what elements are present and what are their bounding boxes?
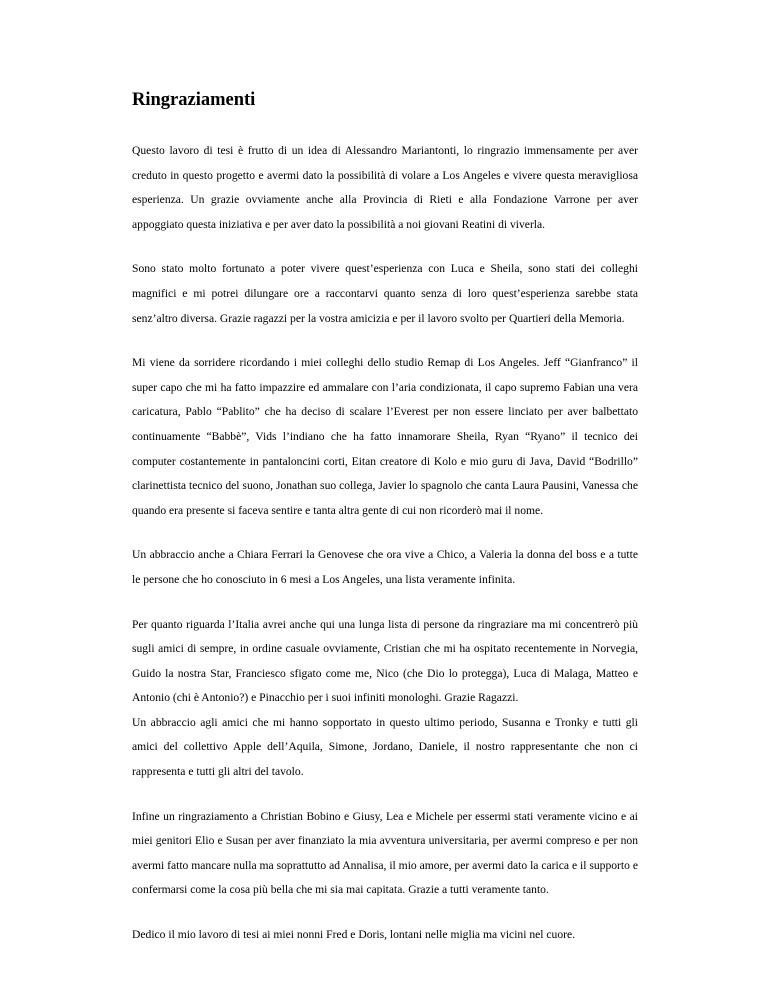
paragraph-dedication: Dedico il mio lavoro di tesi ai miei nonni Fred e Doris, lontani nelle miglia ma vicini nel cuore. bbox=[132, 928, 576, 942]
page-title: Ringraziamenti bbox=[132, 90, 256, 110]
paragraph-intro: Questo lavoro di tesi è frutto di un idea di Alessandro Mariantonti, lo ringrazio immensamente per aver creduto in questo progetto e avermi dato la possibilità di volare a Los Angeles e vivere questa meravigliosa esperienza. Un grazie ovviamente anche alla Provincia di Rieti e alla Fondazione Varrone per aver appoggiato questa iniziativa e per aver dato la possibilità a noi giovani Reatini di viverla. bbox=[132, 144, 638, 231]
paragraph-family: Infine un ringraziamento a Christian Bobino e Giusy, Lea e Michele per essermi stati veramente vicino e ai miei genitori Elio e Susan per aver finanziato la mia avventura universitaria, per avermi compreso e per non avermi fatto mancare nulla ma soprattutto ad Annalisa, il mio amore, per avermi dato la carica e il supporto e confermarsi come la cosa più bella che mi sia mai capitata. Grazie a tutti veramente tanto. bbox=[132, 809, 638, 897]
paragraph-recent-friends: Un abbraccio agli amici che mi hanno sopportato in questo ultimo periodo, Susanna e Tronky e tutti gli amici del collettivo Apple dell’Aquila, Simone, Jordano, Daniele, il nostro rappresentante che non ci rappresenta e tutti gli altri del tavolo. bbox=[132, 715, 638, 779]
paragraph-los-angeles: Un abbraccio anche a Chiara Ferrari la Genovese che ora vive a Chico, a Valeria la donna del boss e a tutte le persone che ho conosciuto in 6 mesi a Los Angeles, una lista veramente infinita. bbox=[132, 548, 638, 586]
paragraph-remap-studio: Mi viene da sorridere ricordando i miei colleghi dello studio Remap di Los Angeles. Jeff “Gianfranco” il super capo che mi ha fatto impazzire ed ammalare con l’aria condizionata, il capo supremo Fabian una vera caricatura, Pablo “Pablito” che ha deciso di scalare l’Everest per non essere linciato per aver balbettato continuamente “Babbè”, Vids l’indiano che ha fatto innamorare Sheila, Ryan “Ryano” il tecnico dei computer costantemente in pantaloncini corti, Eitan creatore di Kolo e mio guru di Java, David “Bodrillo” clarinettista tecnico del suono, Jonathan suo collega, Javier lo spagnolo che canta Laura Pausini, Vanessa che quando era presente si faceva sentire e tanta altra gente di cui non ricorderò mai il nome. bbox=[132, 356, 638, 517]
paragraph-colleagues: Sono stato molto fortunato a poter vivere quest’esperienza con Luca e Sheila, sono stati dei colleghi magnifici e mi potrei dilungare ore a raccontarvi quanto senza di loro quest’esperienza sarebbe stata senz’altro diversa. Grazie ragazzi per la vostra amicizia e per il lavoro svolto per Quartieri della Memoria. bbox=[132, 262, 638, 325]
paragraph-italy-friends: Per quanto riguarda l’Italia avrei anche qui una lunga lista di persone da ringraziare ma mi concentrerò più sugli amici di sempre, in ordine casuale ovviamente, Cristian che mi ha ospitato recentemente in Norvegia, Guido la nostra Star, Franciesco sfigato come me, Nico (che Dio lo protegga), Luca di Malaga, Matteo e Antonio (chi è Antonio?) e Pinacchio per i suoi infiniti monologhi. Grazie Ragazzi. bbox=[132, 617, 638, 705]
document-page bbox=[132, 88, 638, 968]
